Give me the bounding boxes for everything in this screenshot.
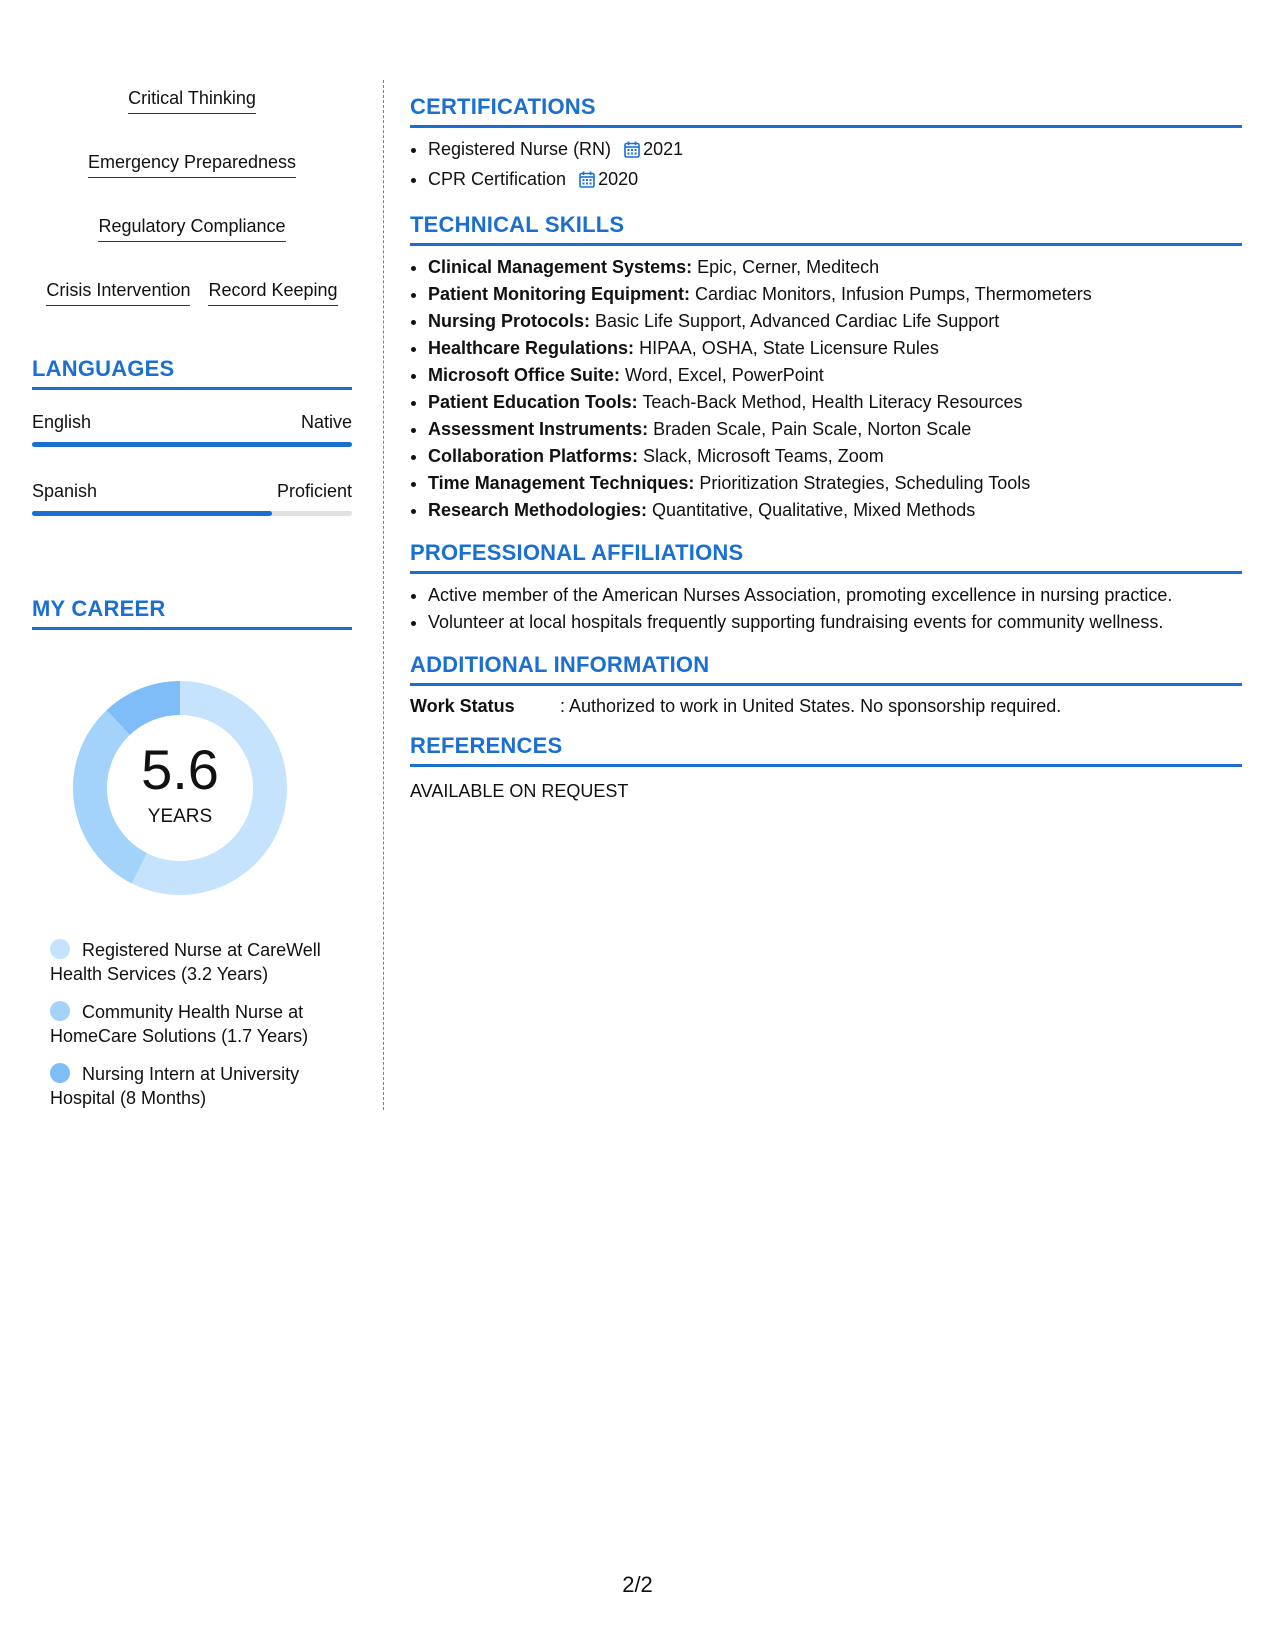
work-status-label: Work Status bbox=[410, 696, 515, 716]
language-proficiency-bar bbox=[32, 442, 352, 447]
certification-name: CPR Certification bbox=[428, 169, 567, 189]
career-legend bbox=[50, 938, 340, 1110]
skill-values: Prioritization Strategies, Scheduling Tools bbox=[694, 473, 1031, 493]
affiliations-section bbox=[410, 540, 1242, 636]
skill-category: Microsoft Office Suite: bbox=[428, 365, 621, 385]
soft-skill-chip: Emergency Preparedness bbox=[88, 146, 296, 178]
skill-values: Basic Life Support, Advanced Cardiac Life Support bbox=[590, 311, 1000, 331]
skill-category: Patient Monitoring Equipment: bbox=[428, 284, 690, 304]
additional-info-section bbox=[410, 652, 1242, 717]
career-legend-item bbox=[50, 1062, 340, 1110]
language-proficiency-fill bbox=[32, 511, 272, 516]
skill-values: HIPAA, OSHA, State Licensure Rules bbox=[634, 338, 939, 358]
skill-values: Epic, Cerner, Meditech bbox=[692, 257, 880, 277]
soft-skill-chip: Record Keeping bbox=[208, 274, 337, 306]
language-name: English bbox=[32, 412, 92, 432]
technical-skill-item bbox=[428, 362, 1242, 389]
soft-skill-chip: Crisis Intervention bbox=[46, 274, 190, 306]
skill-values: Teach-Back Method, Health Literacy Resources bbox=[637, 392, 1023, 412]
skill-values: Quantitative, Qualitative, Mixed Methods bbox=[647, 500, 976, 520]
skill-values: Cardiac Monitors, Infusion Pumps, Thermometers bbox=[689, 284, 1092, 304]
work-status-value: : Authorized to work in United States. No sponsorship required. bbox=[560, 696, 1062, 716]
skill-category: Collaboration Platforms: bbox=[428, 446, 639, 466]
legend-dot bbox=[50, 1063, 70, 1083]
skill-category: Nursing Protocols: bbox=[428, 311, 591, 331]
page-number: 2/2 bbox=[622, 1572, 653, 1597]
skill-category: Time Management Techniques: bbox=[428, 473, 695, 493]
additional-info-title: ADDITIONAL INFORMATION bbox=[410, 652, 1242, 686]
language-level: Native bbox=[300, 412, 352, 432]
technical-skill-item bbox=[428, 497, 1242, 524]
technical-skill-item bbox=[428, 281, 1242, 308]
skill-values: Braden Scale, Pain Scale, Norton Scale bbox=[648, 419, 972, 439]
skill-values: Slack, Microsoft Teams, Zoom bbox=[638, 446, 884, 466]
legend-dot bbox=[50, 939, 70, 959]
certification-year: 2021 bbox=[643, 139, 684, 159]
skill-category: Patient Education Tools: bbox=[428, 392, 638, 412]
skill-category: Healthcare Regulations: bbox=[428, 338, 635, 358]
career-role-label: Registered Nurse at CareWell Health Services (3.2 Years) bbox=[50, 940, 321, 984]
career-title: MY CAREER bbox=[32, 596, 352, 630]
technical-skills-section bbox=[410, 212, 1242, 524]
technical-skill-item bbox=[428, 335, 1242, 362]
affiliations-title: PROFESSIONAL AFFILIATIONS bbox=[410, 540, 1242, 574]
career-role-label: Nursing Intern at University Hospital (8 Months) bbox=[50, 1064, 300, 1108]
certifications-title: CERTIFICATIONS bbox=[410, 94, 1242, 128]
soft-skills bbox=[32, 82, 352, 306]
technical-skill-item bbox=[428, 308, 1242, 335]
affiliation-item: • Active member of the American Nurses Association, promoting excellence in nursing practice. bbox=[428, 582, 1242, 609]
career-donut bbox=[66, 674, 294, 902]
technical-skill-item bbox=[428, 389, 1242, 416]
calendar-icon bbox=[624, 139, 640, 166]
technical-skill-item bbox=[428, 470, 1242, 497]
calendar-icon bbox=[579, 169, 595, 196]
skill-values: Word, Excel, PowerPoint bbox=[620, 365, 824, 385]
affiliations-list bbox=[410, 582, 1242, 636]
legend-dot bbox=[50, 1001, 70, 1021]
skill-category: Research Methodologies: bbox=[428, 500, 648, 520]
column-divider bbox=[383, 80, 384, 1110]
certification-name: Registered Nurse (RN) bbox=[428, 139, 612, 159]
certifications-section bbox=[410, 94, 1242, 196]
certification-year: 2020 bbox=[598, 169, 639, 189]
certification-item bbox=[428, 136, 1242, 166]
career-legend-item bbox=[50, 1000, 340, 1048]
technical-skill-item bbox=[428, 416, 1242, 443]
references-text: AVAILABLE ON REQUEST bbox=[410, 781, 629, 801]
career-total-unit: YEARS bbox=[147, 806, 213, 827]
affiliation-item: • Volunteer at local hospitals frequently supporting fundraising events for community wellness. bbox=[428, 609, 1242, 636]
language-level: Proficient bbox=[276, 481, 352, 501]
technical-skill-item bbox=[428, 443, 1242, 470]
languages-title: LANGUAGES bbox=[32, 356, 352, 390]
technical-skill-item bbox=[428, 254, 1242, 281]
technical-skills-title: TECHNICAL SKILLS bbox=[410, 212, 1242, 246]
technical-skills-list bbox=[410, 254, 1242, 524]
soft-skill-chip: Regulatory Compliance bbox=[98, 210, 285, 242]
language-row bbox=[32, 481, 352, 516]
references-title: REFERENCES bbox=[410, 733, 1242, 767]
certifications-list bbox=[410, 136, 1242, 196]
language-proficiency-fill bbox=[32, 442, 352, 447]
references-section bbox=[410, 733, 1242, 802]
left-column bbox=[32, 82, 352, 1124]
work-status-row bbox=[410, 696, 1242, 717]
language-proficiency-bar bbox=[32, 511, 352, 516]
language-row bbox=[32, 412, 352, 447]
soft-skill-chip: Critical Thinking bbox=[128, 82, 256, 114]
career-section bbox=[32, 596, 352, 1110]
right-column bbox=[410, 94, 1242, 818]
certification-item bbox=[428, 166, 1242, 196]
language-name: Spanish bbox=[32, 481, 98, 501]
skill-category: Assessment Instruments: bbox=[428, 419, 649, 439]
career-total-value: 5.6 bbox=[141, 738, 219, 801]
career-legend-item bbox=[50, 938, 340, 986]
languages-section bbox=[32, 356, 352, 516]
career-role-label: Community Health Nurse at HomeCare Solutions (1.7 Years) bbox=[50, 1002, 309, 1046]
skill-category: Clinical Management Systems: bbox=[428, 257, 693, 277]
